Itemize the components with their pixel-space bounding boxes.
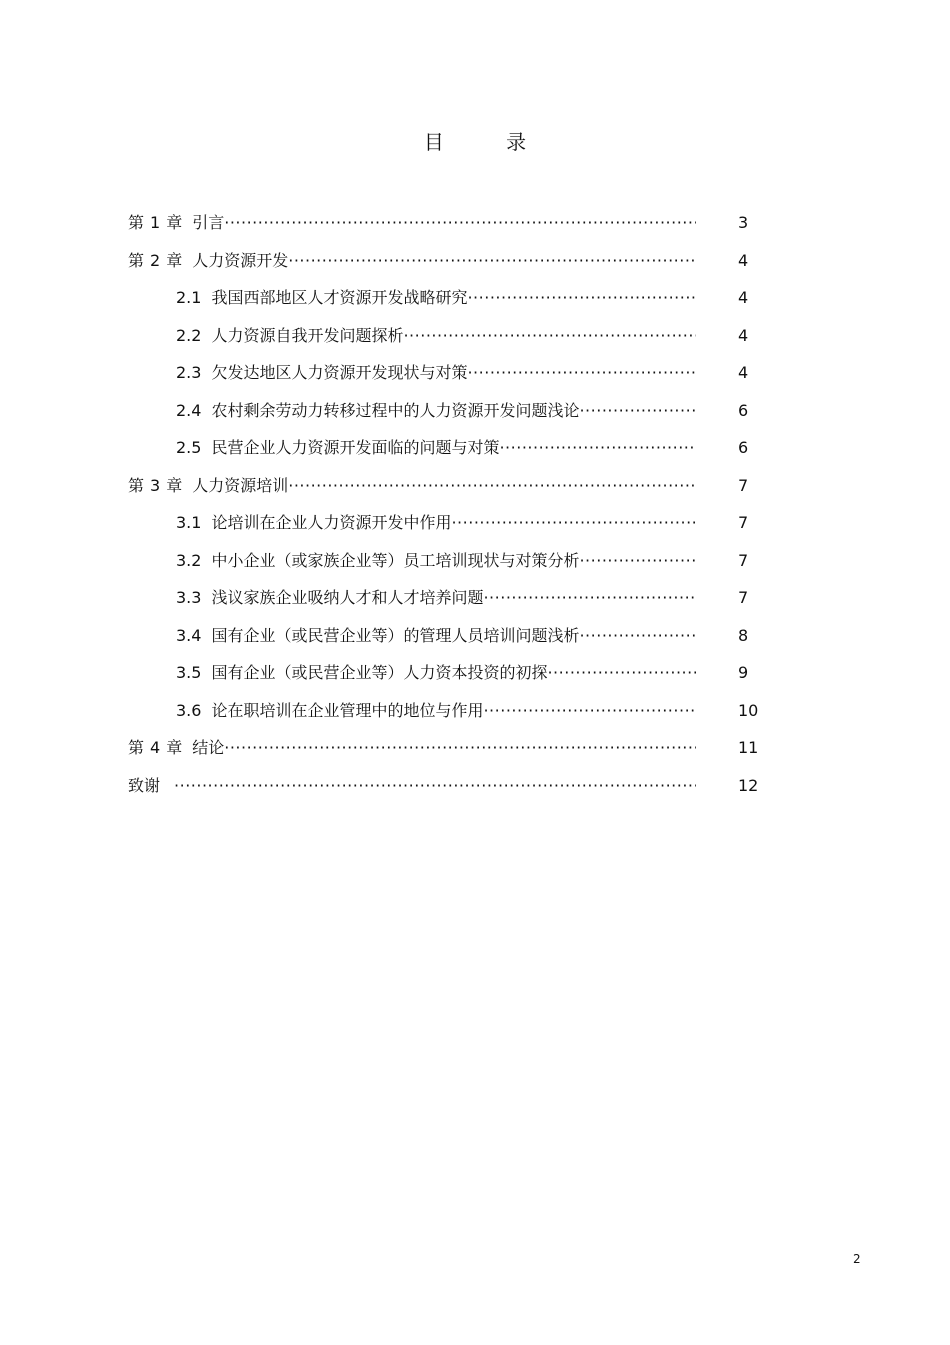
toc-entry-section-3-3[interactable] [128, 579, 768, 617]
chapter-suffix: 章 [166, 250, 183, 270]
toc-entry-section-3-1[interactable] [128, 504, 768, 542]
section-number: 2.3 [176, 363, 202, 382]
section-number: 3.4 [176, 625, 202, 645]
dot-leader [224, 213, 696, 232]
dot-leader [499, 438, 696, 457]
chapter-prefix: 第 [128, 738, 145, 757]
toc-title: 目 录 [423, 130, 555, 154]
chapter-suffix: 章 [166, 738, 183, 757]
toc-entry-acknowledgements[interactable] [128, 767, 768, 805]
dot-leader [224, 738, 696, 757]
toc-entry-section-3-4[interactable] [128, 617, 768, 655]
toc-entry-chapter-2[interactable] [128, 242, 768, 280]
toc-entry-label: 我国西部地区人才资源开发战略研究 [211, 288, 468, 307]
dot-leader [483, 588, 696, 607]
chapter-number: 3 [150, 475, 161, 495]
section-number: 3.2 [176, 550, 202, 570]
toc-entry-label: 论培训在企业人力资源开发中作用 [211, 513, 452, 532]
section-number: 3.1 [176, 513, 202, 532]
chapter-prefix: 第 [128, 475, 145, 495]
toc-page-number: 11 [738, 738, 759, 757]
toc-entry-label: 人力资源培训 [192, 475, 289, 495]
toc-page-number: 4 [738, 288, 749, 307]
chapter-suffix: 章 [166, 213, 183, 232]
toc-page-number: 4 [738, 363, 749, 382]
toc-entry-chapter-4[interactable] [128, 729, 768, 767]
chapter-prefix: 第 [128, 250, 145, 270]
chapter-prefix: 第 [128, 213, 145, 232]
section-number: 2.1 [176, 288, 202, 307]
toc-entry-label: 民营企业人力资源开发面临的问题与对策 [211, 438, 500, 457]
toc-page-number: 10 [738, 700, 759, 720]
toc-entry-section-2-5[interactable] [128, 429, 768, 467]
dot-leader [483, 701, 696, 720]
toc-page-number: 7 [738, 475, 749, 495]
section-number: 3.5 [176, 663, 202, 682]
toc-entry-label: 浅议家族企业吸纳人才和人才培养问题 [211, 588, 484, 607]
section-number: 3.6 [176, 700, 202, 720]
toc-page-number: 7 [738, 550, 749, 570]
dot-leader [403, 326, 696, 345]
toc-entry-section-2-3[interactable] [128, 354, 768, 392]
toc-entry-label: 农村剩余劳动力转移过程中的人力资源开发问题浅论 [211, 400, 580, 420]
toc-entry-section-3-5[interactable] [128, 654, 768, 692]
chapter-number: 4 [150, 738, 161, 757]
toc-page-number: 8 [738, 625, 749, 645]
chapter-suffix: 章 [166, 475, 183, 495]
dot-leader [467, 363, 696, 382]
toc-page-number: 4 [738, 325, 749, 345]
dot-leader [288, 476, 696, 495]
toc-page-number: 7 [738, 513, 749, 532]
toc-entry-label: 引言 [192, 213, 225, 232]
toc-page-number: 3 [738, 213, 749, 232]
toc-entry-chapter-3[interactable] [128, 467, 768, 505]
toc-page-number: 6 [738, 438, 749, 457]
dot-leader [451, 513, 696, 532]
dot-leader [579, 551, 696, 570]
toc-page-number: 9 [738, 663, 749, 682]
toc-page-number: 7 [738, 588, 749, 607]
toc-entry-label: 中小企业（或家族企业等）员工培训现状与对策分析 [211, 550, 580, 570]
dot-leader [579, 626, 696, 645]
toc-entry-label: 结论 [192, 738, 225, 757]
page-number: 2 [853, 1252, 861, 1266]
toc-entry-label: 论在职培训在企业管理中的地位与作用 [211, 700, 484, 720]
toc-entry-label: 人力资源开发 [192, 250, 289, 270]
toc-entry-section-2-2[interactable] [128, 317, 768, 355]
toc-entry-section-3-6[interactable] [128, 692, 768, 730]
dot-leader [579, 401, 696, 420]
section-number: 2.2 [176, 325, 202, 345]
toc-entry-label: 人力资源自我开发问题探析 [211, 325, 404, 345]
toc-entry-section-2-1[interactable] [128, 279, 768, 317]
chapter-number: 1 [150, 213, 161, 232]
section-number: 3.3 [176, 588, 202, 607]
toc-entry-label: 国有企业（或民营企业等）的管理人员培训问题浅析 [211, 625, 580, 645]
dot-leader [547, 663, 696, 682]
chapter-number: 2 [150, 250, 161, 270]
toc-page-number: 4 [738, 250, 749, 270]
toc-entry-label: 致谢 [128, 775, 161, 795]
toc-page-number: 12 [738, 775, 759, 795]
section-number: 2.4 [176, 400, 202, 420]
toc-entry-section-2-4[interactable] [128, 392, 768, 430]
toc-page-number: 6 [738, 400, 749, 420]
table-of-contents [128, 204, 768, 804]
dot-leader [174, 776, 696, 795]
toc-entry-label: 欠发达地区人力资源开发现状与对策 [211, 363, 468, 382]
toc-entry-chapter-1[interactable] [128, 204, 768, 242]
toc-entry-label: 国有企业（或民营企业等）人力资本投资的初探 [211, 663, 548, 682]
toc-entry-section-3-2[interactable] [128, 542, 768, 580]
dot-leader [467, 288, 696, 307]
dot-leader [288, 251, 696, 270]
section-number: 2.5 [176, 438, 202, 457]
